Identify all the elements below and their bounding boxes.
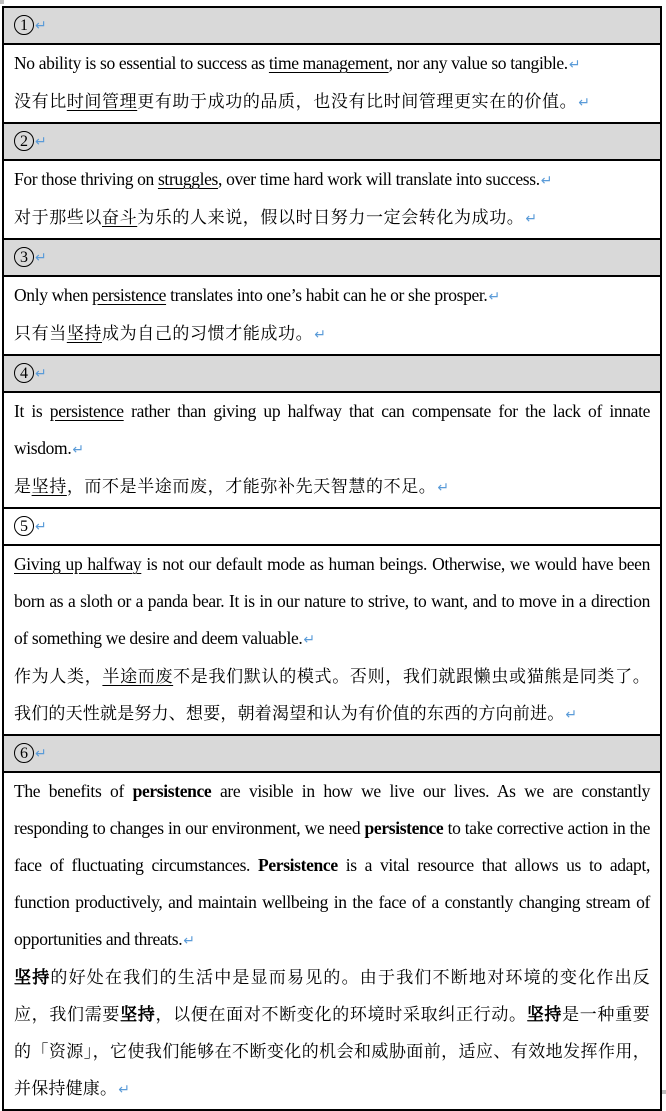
underlined-term: 时间管理 bbox=[66, 92, 138, 112]
paragraph-mark-icon: ↵ bbox=[35, 18, 47, 34]
paragraph-mark-icon: ↵ bbox=[35, 366, 47, 382]
paragraph-mark-icon: ↵ bbox=[303, 632, 315, 648]
underlined-term: 奋斗 bbox=[102, 208, 138, 228]
section-body-1 bbox=[3, 44, 661, 123]
english-sentence: It is persistence rather than giving up halfway that can compensate for the lack of innate wisdom.↵ bbox=[14, 401, 650, 458]
chinese-sentence: 是坚持，而不是半途而废，才能弥补先天智慧的不足。↵ bbox=[14, 477, 450, 497]
bold-term: Persistence bbox=[258, 855, 338, 875]
paragraph-mark-icon: ↵ bbox=[35, 519, 47, 535]
circled-number: 3 bbox=[14, 247, 34, 267]
underlined-term: 坚持 bbox=[66, 324, 103, 344]
underlined-term: Giving up halfway bbox=[14, 554, 142, 574]
section-header-4 bbox=[3, 355, 661, 392]
circled-number: 4 bbox=[14, 363, 34, 383]
paragraph-mark-icon: ↵ bbox=[568, 57, 581, 73]
section-header-3 bbox=[3, 239, 661, 276]
bold-term: 坚持 bbox=[14, 968, 51, 988]
underlined-term: struggles bbox=[157, 169, 219, 189]
chinese-sentence: 只有当坚持成为自己的习惯才能成功。↵ bbox=[14, 324, 327, 344]
bold-term: 坚持 bbox=[120, 1005, 156, 1025]
underlined-term: 坚持 bbox=[31, 477, 67, 497]
section-header-5 bbox=[3, 508, 661, 545]
chinese-sentence: 对于那些以奋斗为乐的人来说，假以时日努力一定会转化为成功。↵ bbox=[14, 208, 538, 228]
section-body-2 bbox=[3, 160, 661, 239]
underlined-term: time management bbox=[268, 53, 389, 73]
chinese-sentence: 没有比时间管理更有助于成功的品质，也没有比时间管理更实在的价值。↵ bbox=[14, 92, 591, 112]
paragraph-mark-icon: ↵ bbox=[540, 173, 553, 189]
paragraph-mark-icon: ↵ bbox=[488, 289, 500, 305]
circled-number: 1 bbox=[14, 15, 34, 35]
section-header-6 bbox=[3, 735, 661, 772]
bold-term: persistence bbox=[364, 818, 444, 838]
english-sentence: Only when persistence translates into one’s habit can he or she prosper.↵ bbox=[14, 285, 500, 305]
circled-number: 6 bbox=[14, 743, 34, 763]
paragraph-mark-icon: ↵ bbox=[183, 933, 195, 949]
underlined-term: persistence bbox=[49, 401, 124, 421]
page-corner-mark bbox=[0, 0, 4, 4]
section-body-5 bbox=[3, 545, 661, 735]
paragraph-mark-icon: ↵ bbox=[314, 327, 327, 343]
paragraph-mark-icon: ↵ bbox=[72, 442, 84, 458]
paragraph-mark-icon: ↵ bbox=[35, 250, 47, 266]
bold-term: 坚持 bbox=[526, 1005, 563, 1025]
underlined-term: 半途而废 bbox=[102, 667, 174, 687]
underlined-term: persistence bbox=[92, 285, 167, 305]
page-corner-mark bbox=[662, 1090, 666, 1094]
paragraph-mark-icon: ↵ bbox=[578, 95, 591, 111]
paragraph-mark-icon: ↵ bbox=[118, 1082, 131, 1098]
section-header-2 bbox=[3, 123, 661, 160]
section-header-1 bbox=[3, 7, 661, 44]
english-sentence: For those thriving on struggles, over time hard work will translate into success.↵ bbox=[14, 169, 553, 189]
section-body-4 bbox=[3, 392, 661, 508]
paragraph-mark-icon: ↵ bbox=[437, 480, 450, 496]
paragraph-mark-icon: ↵ bbox=[565, 707, 578, 723]
chinese-sentence: 作为人类，半途而废不是我们默认的模式。否则，我们就跟懒虫或猫熊是同类了。我们的天性就是努力、想要，朝着渴望和认为有价值的东西的方向前进。↵ bbox=[14, 667, 650, 724]
translation-table bbox=[2, 6, 662, 1111]
english-paragraph: The benefits of persistence are visible in how we live our lives. As we are constantly responding to changes in our environment, we need persistence to take corrective action in the face of fluctuating circumstances. Persistence is a vital resource that allows us to adapt, function productively, and maintain wellbeing in the face of a constantly changing stream of opportunities and threats.↵ bbox=[14, 781, 650, 949]
bold-term: persistence bbox=[132, 781, 212, 801]
english-sentence: No ability is so essential to success as time management, nor any value so tangible.↵ bbox=[14, 53, 581, 73]
circled-number: 5 bbox=[14, 516, 34, 536]
section-body-3 bbox=[3, 276, 661, 355]
section-body-6 bbox=[3, 772, 661, 1110]
paragraph-mark-icon: ↵ bbox=[35, 134, 47, 150]
paragraph-mark-icon: ↵ bbox=[35, 746, 47, 762]
chinese-paragraph: 坚持的好处在我们的生活中是显而易见的。由于我们不断地对环境的变化作出反应，我们需要坚持，以便在面对不断变化的环境时采取纠正行动。坚持是一种重要的「资源」，它使我们能够在不断变化的机会和威胁面前，适应、有效地发挥作用，并保持健康。↵ bbox=[14, 968, 650, 1099]
english-sentence: Giving up halfway is not our default mode as human beings. Otherwise, we would have been born as a sloth or a panda bear. It is in our nature to strive, to want, and to move in a direction of something we desire and deem valuable.↵ bbox=[14, 554, 650, 648]
paragraph-mark-icon: ↵ bbox=[525, 211, 538, 227]
circled-number: 2 bbox=[14, 131, 34, 151]
